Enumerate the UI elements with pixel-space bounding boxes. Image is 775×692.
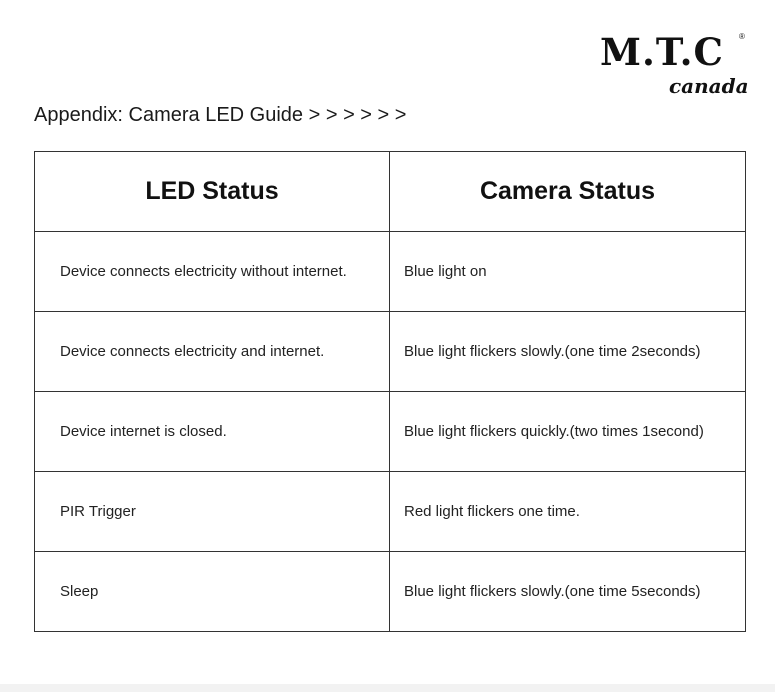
table-row bbox=[35, 552, 746, 632]
camera-status-cell: Blue light flickers slowly.(one time 2seconds) bbox=[390, 312, 746, 391]
table-row bbox=[35, 472, 746, 552]
table-row bbox=[35, 392, 746, 472]
table-row bbox=[35, 312, 746, 392]
camera-status-cell: Blue light flickers quickly.(two times 1second) bbox=[390, 392, 746, 471]
led-status-cell: Device connects electricity without internet. bbox=[35, 232, 390, 311]
led-guide-table bbox=[34, 151, 746, 632]
camera-status-cell: Red light flickers one time. bbox=[390, 472, 746, 551]
brand-logo bbox=[596, 30, 756, 102]
page-bottom-edge bbox=[0, 684, 775, 692]
table-header-row bbox=[35, 152, 746, 232]
led-status-cell: PIR Trigger bbox=[35, 472, 390, 551]
camera-status-cell: Blue light flickers slowly.(one time 5seconds) bbox=[390, 552, 746, 631]
registered-mark: ® bbox=[739, 32, 745, 41]
led-status-cell: Device internet is closed. bbox=[35, 392, 390, 471]
logo-sub-text: canada bbox=[669, 74, 749, 98]
table-row bbox=[35, 232, 746, 312]
camera-status-cell: Blue light on bbox=[390, 232, 746, 311]
logo-main-text: M.T.C bbox=[600, 30, 724, 74]
column-header-led-status: LED Status bbox=[35, 152, 390, 231]
led-status-cell: Sleep bbox=[35, 552, 390, 631]
column-header-camera-status: Camera Status bbox=[390, 152, 746, 231]
led-status-cell: Device connects electricity and internet. bbox=[35, 312, 390, 391]
page-heading: Appendix: Camera LED Guide > > > > > > bbox=[34, 104, 407, 126]
